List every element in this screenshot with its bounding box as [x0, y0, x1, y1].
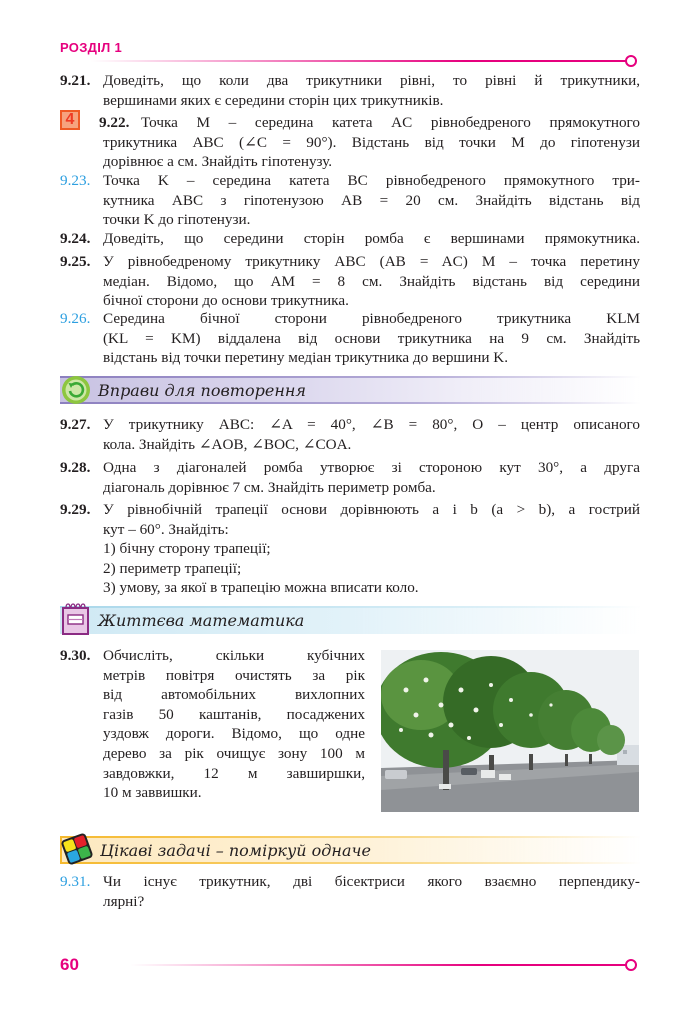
section-header-fun: [60, 836, 640, 864]
problem-text: Чи існує трикутник, дві бісектриси якого взаємно перпендику-: [103, 873, 640, 890]
problem-text: У трикутнику ABC: ∠A = 40°, ∠B = 80°, O – центр описаного: [103, 416, 640, 433]
problem-text: газів 50 каштанів, посаджених: [103, 705, 365, 723]
problem-number: 9.27.: [60, 416, 91, 433]
problem-text: кутника ABC з гіпотенузою AB = 20 см. Знайдіть відстань від: [103, 191, 640, 209]
problem-text: Обчисліть, скільки кубічних: [103, 647, 365, 664]
section-title: Вправи для повторення: [98, 381, 306, 400]
problem-text: діагональ дорівнює 7 см. Знайдіть периметр ромба.: [103, 478, 436, 496]
problem-9-21: [60, 71, 640, 110]
problem-number: 9.30.: [60, 647, 91, 664]
problem-number: 9.25.: [60, 253, 91, 270]
header-rule: [90, 60, 626, 62]
problem-number: 9.28.: [60, 459, 91, 476]
problem-number: 9.29.: [60, 501, 91, 518]
chapter-label: РОЗДІЛ 1: [60, 40, 122, 55]
problem-text: дорівнює a см. Знайдіть гіпотенузу.: [103, 153, 333, 171]
problem-text: медіан. Відомо, що AM = 8 см. Знайдіть відстань від середини: [103, 272, 640, 290]
problem-text: Точка K – середина катета BC рівнобедреного прямокутного три-: [103, 172, 640, 189]
problem-text: (KL = KM) віддалена від основи трикутника на 9 см. Знайдіть: [103, 329, 640, 347]
problem-number: 9.21.: [60, 72, 91, 89]
problem-text: від автомобільних вихлопних: [103, 686, 365, 704]
problem-text: Доведіть, що коли два трикутники рівні, то рівні й трикутники,: [103, 72, 640, 89]
chestnut-trees-photo: [381, 650, 639, 812]
problem-9-27: [60, 415, 640, 454]
refresh-cycle-icon: [60, 374, 92, 406]
problem-text: уздовж дороги. Відомо, що одне: [103, 725, 365, 743]
problem-9-28: [60, 458, 640, 497]
problem-text: завдовжки, 12 м завширшки,: [103, 764, 365, 782]
section-header-life: [60, 606, 640, 634]
problem-number: 9.31.: [60, 873, 91, 890]
section-title: Цікаві задачі – поміркуй одначе: [100, 841, 371, 860]
problem-subitem: 2) периметр трапеції;: [103, 559, 242, 577]
problem-text: дерево за рік очищує зону 100 м: [103, 744, 365, 762]
problem-9-31: [60, 872, 640, 911]
header-rule-dot: [625, 55, 637, 67]
problem-9-23: [60, 171, 640, 230]
problem-text: Одна з діагоналей ромба утворює зі стороною кут 30°, а друга: [103, 459, 640, 476]
problem-number: 9.26.: [60, 310, 91, 327]
footer-rule: [130, 964, 626, 966]
problem-9-24: [60, 229, 640, 249]
problem-text: Доведіть, що середини сторін ромба є вершинами прямокутника.: [103, 230, 640, 247]
problem-text: кут – 60°. Знайдіть:: [103, 520, 229, 538]
problem-number: 9.23.: [60, 172, 91, 189]
problem-number: 9.24.: [60, 230, 91, 247]
problem-9-29: [60, 500, 640, 598]
rubiks-cube-icon: [60, 832, 92, 864]
problem-text: Середина бічної сторони рівнобедреного трикутника KLM: [103, 310, 640, 327]
problem-text: метрів повітря очистять за рік: [103, 666, 365, 684]
difficulty-badge: 4: [60, 110, 80, 130]
problem-text: У рівнобічній трапеції основи дорівнюють a і b (a > b), а гострий: [103, 501, 640, 518]
notepad-icon: [60, 602, 92, 634]
problem-text: трикутника ABC (∠C = 90°). Відстань від точки M до гіпотенузи: [103, 133, 640, 151]
problem-number: 9.22.: [99, 114, 130, 131]
problem-text: кола. Знайдіть ∠AOB, ∠BOC, ∠COA.: [103, 435, 352, 453]
section-title: Життєва математика: [98, 611, 305, 630]
problem-text: точки K до гіпотенузи.: [103, 211, 251, 229]
page-number: 60: [60, 955, 79, 974]
problem-9-25: [60, 252, 640, 311]
section-header-repeat: [60, 376, 640, 404]
problem-subitem: 1) бічну сторону трапеції;: [103, 540, 271, 558]
problem-text: відстань від точки перетину медіан трикутника до вершини K.: [103, 349, 509, 367]
problem-text: бічної сторони до основи трикутника.: [103, 292, 349, 310]
problem-text: вершинами яких є середини сторін цих трикутників.: [103, 91, 444, 109]
problem-9-30: [60, 646, 365, 803]
problem-text: лярні?: [103, 892, 145, 910]
footer-rule-dot: [625, 959, 637, 971]
problem-subitem: 3) умову, за якої в трапецію можна вписати коло.: [103, 579, 419, 597]
problem-9-26: [60, 309, 640, 368]
problem-text: У рівнобедреному трикутнику ABC (AB = AC) M – точка перетину: [103, 253, 640, 270]
problem-9-22: [60, 113, 640, 172]
problem-text: Точка M – середина катета AC рівнобедреного прямокутного: [141, 114, 640, 131]
problem-text: 10 м заввишки.: [103, 784, 202, 802]
